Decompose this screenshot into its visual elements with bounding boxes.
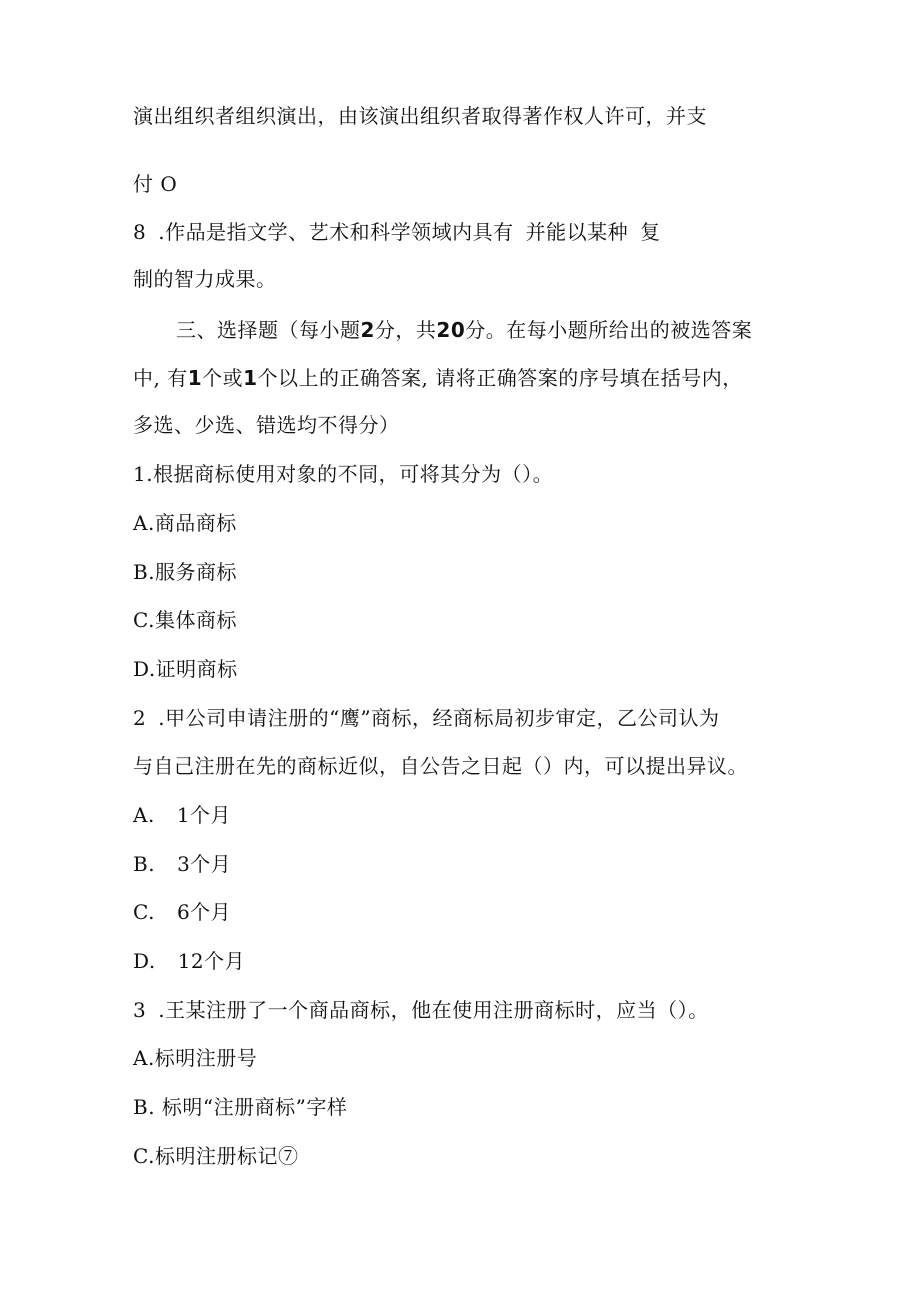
question-3-option-b: B. 标明“注册商标”字样 <box>133 1095 348 1119</box>
fill-question-8-line-1 <box>133 218 661 246</box>
question-text: .甲公司申请注册的“鹰”商标，经商标局初步审定，乙公司认为 <box>158 706 720 730</box>
section-text: 个以上的正确答案, 请将正确答案的序号填在括号内， <box>257 366 743 390</box>
section-text: 分。在每小题所给出的被选答案 <box>465 318 753 342</box>
fill-question-8-line-2: 制的智力成果。 <box>133 267 277 291</box>
section-number: 1 <box>187 366 203 390</box>
question-3-stem <box>133 996 709 1024</box>
question-text: 并能以某种 <box>525 220 629 244</box>
option-text: 3个月 <box>177 852 232 876</box>
option-letter: C. <box>133 900 155 924</box>
option-letter: B. <box>133 852 156 876</box>
section-heading-line-2 <box>133 364 743 392</box>
section-text: 个或 <box>202 366 244 390</box>
section-heading-line-3: 多选、少选、错选均不得分） <box>133 413 400 437</box>
question-1-stem: 1.根据商标使用对象的不同，可将其分为（）。 <box>133 462 554 486</box>
section-number: 20 <box>436 318 466 342</box>
question-1-option-d: D.证明商标 <box>133 657 238 681</box>
question-3-option-a: A.标明注册号 <box>133 1046 258 1070</box>
section-heading-line-1 <box>176 316 752 344</box>
question-2-option-c <box>133 898 231 926</box>
question-1-option-a: A.商品商标 <box>133 511 237 535</box>
question-2-option-a <box>133 801 231 829</box>
option-text: 1个月 <box>176 803 232 827</box>
question-3-option-c: C.标明注册标记⑦ <box>133 1144 299 1168</box>
question-2-option-b <box>133 850 231 878</box>
question-text: 复 <box>640 220 661 244</box>
question-2-option-d <box>133 947 245 975</box>
section-number: 2 <box>360 318 375 342</box>
section-text: 中, 有 <box>133 366 188 390</box>
question-2-stem-line-2: 与自己注册在先的商标近似，自公告之日起（）内，可以提出异议。 <box>133 754 748 778</box>
question-text: .王某注册了一个商品商标，他在使用注册商标时，应当（）。 <box>158 998 709 1022</box>
section-number: 1 <box>243 366 258 390</box>
question-2-stem-line-1 <box>133 704 720 732</box>
question-text: .作品是指文学、艺术和科学领域内具有 <box>158 220 514 244</box>
question-number: 8 <box>133 220 147 244</box>
question-1-option-c: C.集体商标 <box>133 608 237 632</box>
section-text: 三、选择题（每小题 <box>176 318 361 342</box>
option-letter: A. <box>133 803 155 827</box>
option-text: 6个月 <box>176 900 232 924</box>
question-number: 2 <box>133 706 147 730</box>
carryover-line-2: 付 O <box>133 172 178 196</box>
section-text: 分，共 <box>374 318 437 342</box>
carryover-line-1: 演出组织者组织演出，由该演出组织者取得著作权人许可，并支 <box>133 104 707 128</box>
option-text: 12个月 <box>177 949 246 973</box>
question-1-option-b: B.服务商标 <box>133 560 238 584</box>
option-letter: D. <box>133 949 156 973</box>
question-number: 3 <box>133 998 147 1022</box>
